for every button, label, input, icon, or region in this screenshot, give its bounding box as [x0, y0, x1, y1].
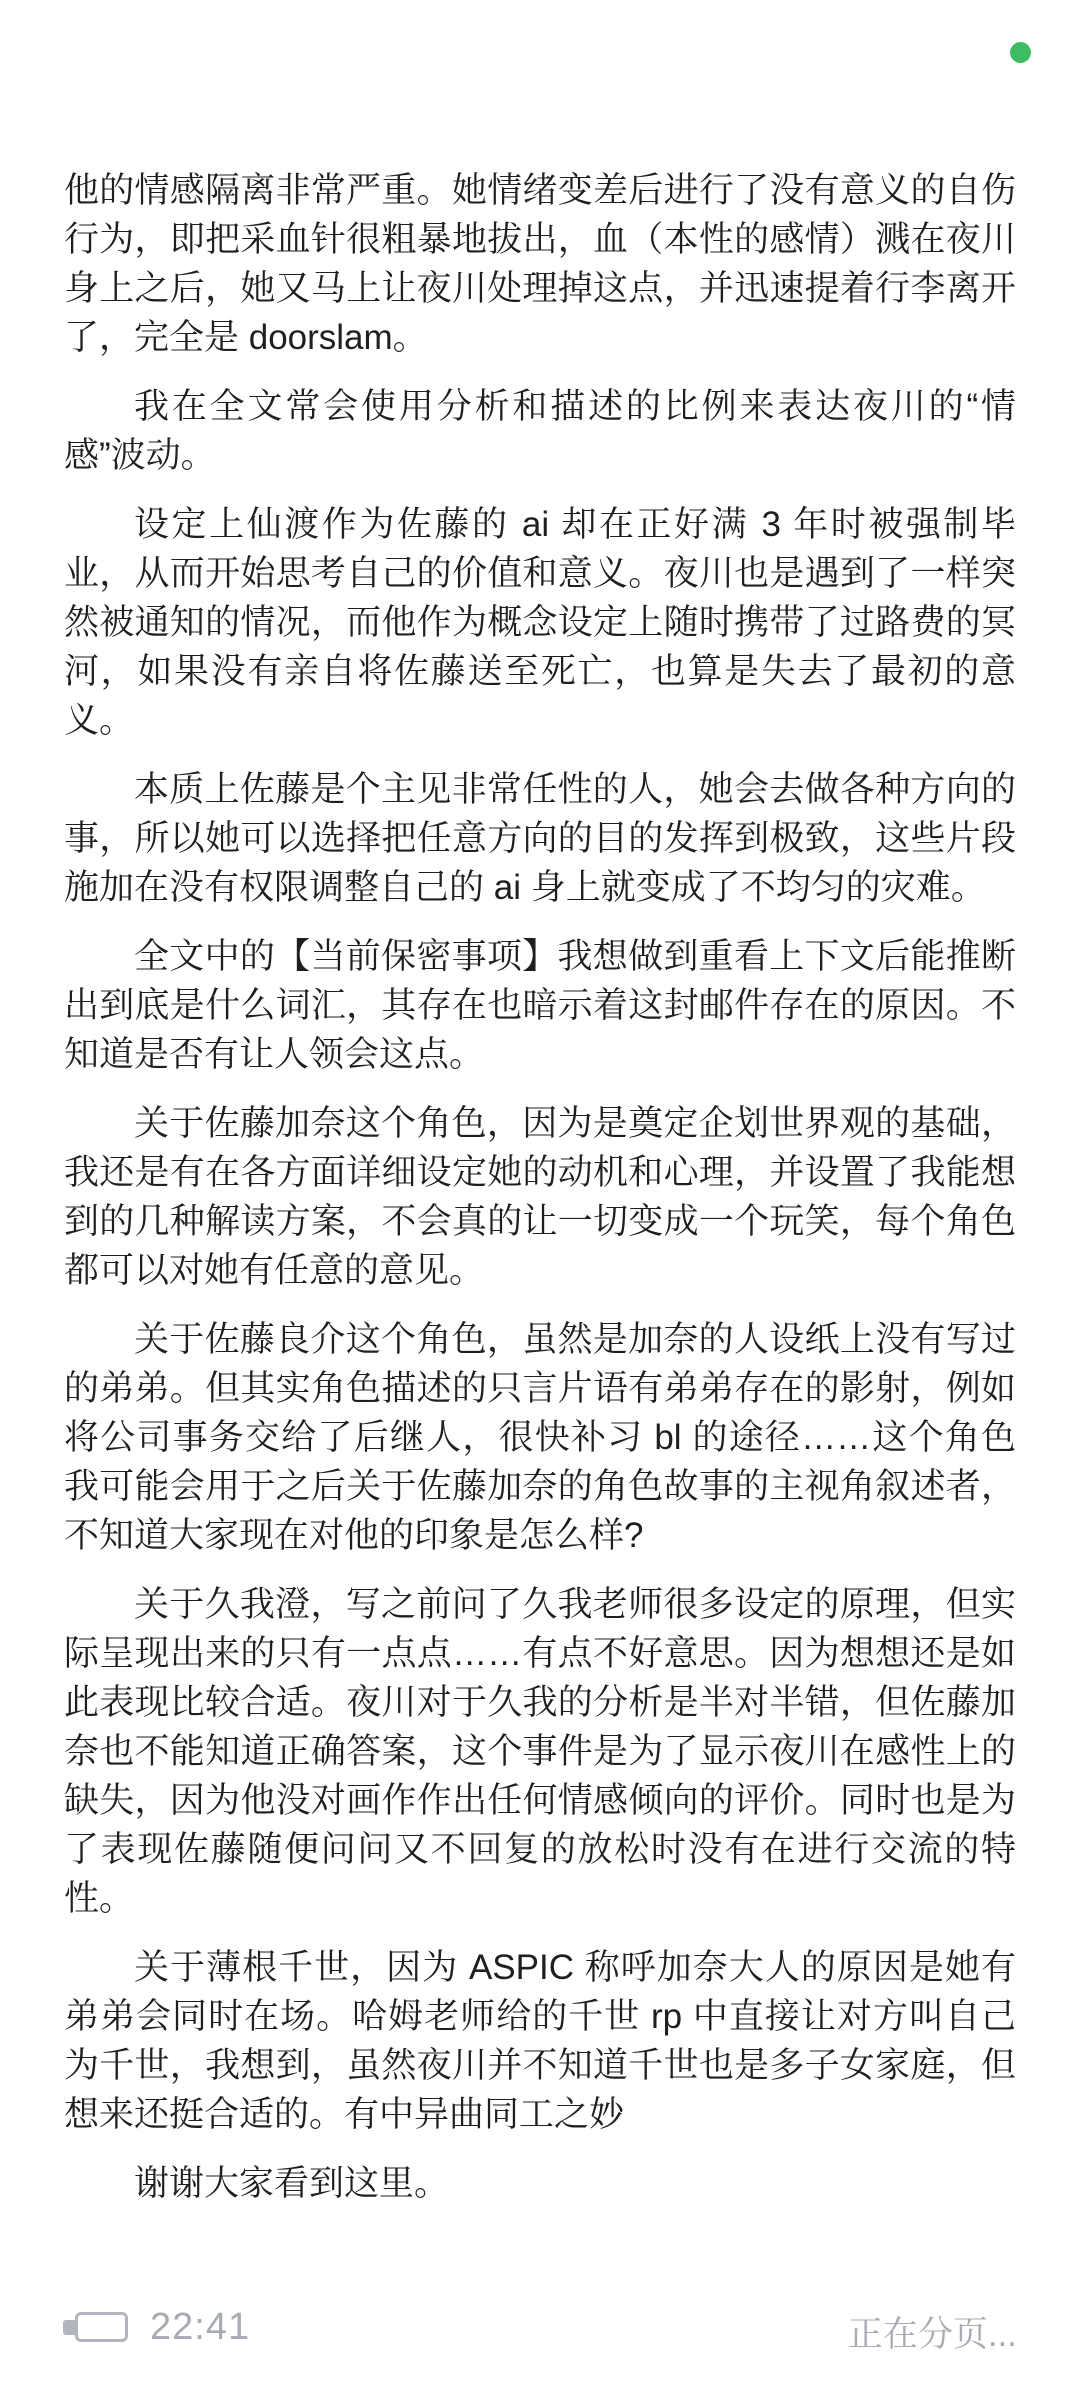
paragraph: 关于佐藤良介这个角色，虽然是加奈的人设纸上没有写过的弟弟。但其实角色描述的只言片语有弟弟存在的影射，例如将公司事务交给了后继人，很快补习 bl 的途径……这个角色我可能会用于之后关于佐藤加奈的角色故事的主视角叙述者，不知道大家现在对他的印象是怎么样?: [64, 1320, 1016, 1555]
paragraph: 关于佐藤加奈这个角色，因为是奠定企划世界观的基础，我还是有在各方面详细设定她的动机和心理，并设置了我能想到的几种解读方案，不会真的让一切变成一个玩笑，每个角色都可以对她有任意的意见。: [64, 1104, 1016, 1290]
paragraph: 关于薄根千世，因为 ASPIC 称呼加奈大人的原因是她有弟弟会同时在场。哈姆老师给的千世 rp 中直接让对方叫自己为千世，我想到，虽然夜川并不知道千世也是多子女家庭，但想来还挺合适的。有中异曲同工之妙: [64, 1948, 1016, 2134]
paragraph: 我在全文常会使用分析和描述的比例来表达夜川的“情感”波动。: [64, 387, 1016, 475]
status-bar-left: [63, 2305, 250, 2349]
paragraph: 谢谢大家看到这里。: [134, 2164, 450, 2203]
pagination-status: 正在分页...: [847, 2315, 1017, 2354]
battery-icon: [63, 2312, 128, 2342]
page-text: [64, 166, 1016, 2228]
paragraph: 本质上佐藤是个主见非常任性的人，她会去做各种方向的事，所以她可以选择把任意方向的目的发挥到极致，这些片段施加在没有权限调整自己的 ai 身上就变成了不均匀的灾难。: [64, 770, 1016, 907]
green-status-dot: [1010, 42, 1031, 63]
status-bar: [0, 2305, 1080, 2354]
paragraph: 全文中的【当前保密事项】我想做到重看上下文后能推断出到底是什么词汇，其存在也暗示着这封邮件存在的原因。不知道是否有让人领会这点。: [64, 937, 1016, 1074]
paragraph: 设定上仙渡作为佐藤的 ai 却在正好满 3 年时被强制毕业，从而开始思考自己的价值和意义。夜川也是遇到了一样突然被通知的情况，而他作为概念设定上随时携带了过路费的冥河，如果没有亲自将佐藤送至死亡，也算是失去了最初的意义。: [64, 505, 1016, 740]
paragraph: 他的情感隔离非常严重。她情绪变差后进行了没有意义的自伤行为，即把采血针很粗暴地拔出，血（本性的感情）溅在夜川身上之后，她又马上让夜川处理掉这点，并迅速提着行李离开了，完全是 doorslam。: [64, 171, 1016, 357]
battery-level: [75, 2312, 128, 2342]
paragraph: 关于久我澄，写之前问了久我老师很多设定的原理，但实际呈现出来的只有一点点……有点不好意思。因为想想还是如此表现比较合适。夜川对于久我的分析是半对半错，但佐藤加奈也不能知道正确答案，这个事件是为了显示夜川在感性上的缺失，因为他没对画作作出任何情感倾向的评价。同时也是为了表现佐藤随便问问又不回复的放松时没有在进行交流的特性。: [64, 1585, 1016, 1918]
clock-time: 22:41: [150, 2305, 251, 2348]
